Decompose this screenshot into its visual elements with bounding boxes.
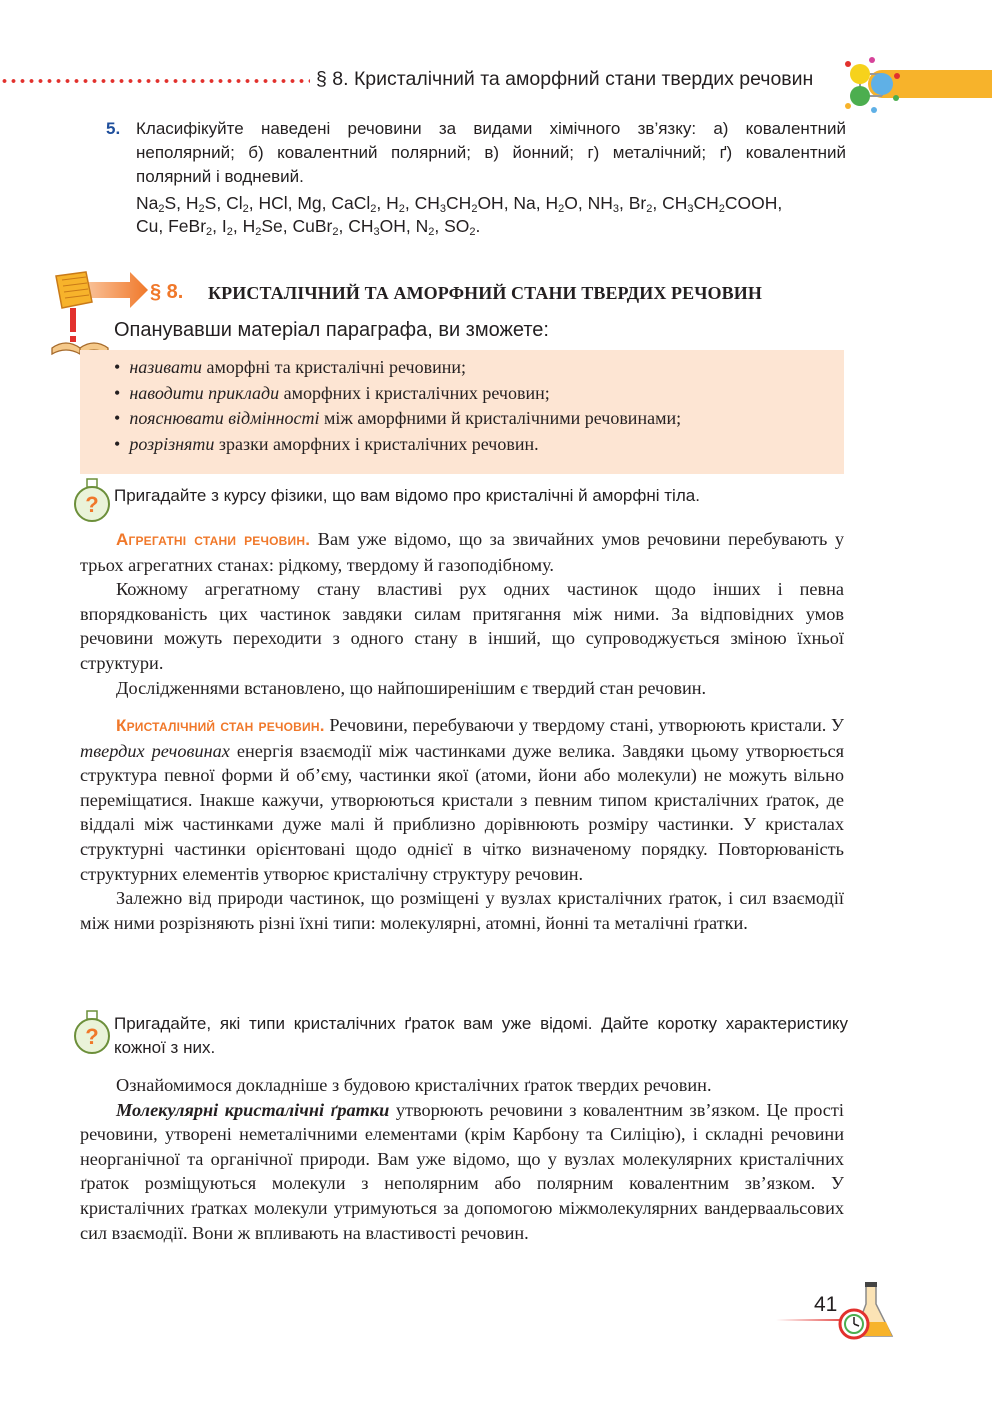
objective-verb: називати	[129, 357, 202, 377]
objectives-intro: Опанувавши матеріал параграфа, ви зможете:	[114, 319, 549, 341]
formula-text: S, H	[164, 193, 199, 213]
formula-subscript: 2	[198, 203, 205, 215]
formula-subscript: 3	[612, 203, 620, 215]
section-number: § 8.	[150, 281, 184, 303]
formula-subscript: 3	[687, 203, 694, 215]
objective-item	[114, 406, 681, 432]
objectives-list	[114, 355, 681, 457]
formula-subscript: 2	[226, 226, 233, 238]
formula-text: OH, N	[379, 216, 429, 236]
paragraph: Ознайомимося докладніше з будовою кристалічних ґраток твердих речовин.	[116, 1075, 712, 1095]
objective-rest: аморфних і кристалічних речовин;	[279, 382, 550, 403]
paragraph-part: енергія взаємодії між частинками дуже велика. Завдяки цьому утворюється структура певної форми й об’єму, частинки якої (атоми, йони або молекули) не можуть вільно переміщатися. Інакше кажучи, утворюються кристали з певним типом кристалічних ґраток, де віддалі між частинками дуже малі й приблизно дорівнюють розміру частинки. У кристалах структурні частинки орієнтовані щодо однієї в чітко визначеному порядку. Повторюваність структурних елементів утворює кристалічну структуру речовин.	[80, 740, 845, 884]
formula-text: Cu, FeBr	[136, 216, 207, 236]
formula-text: , CH	[338, 216, 374, 236]
objective-item	[114, 381, 681, 407]
paragraph: Залежно від природи частинок, що розміщені у вузлах кристалічних ґраток, і сил взаємодії між ними розрізняють різні їхні типи: молекулярні, атомні, йонні та металічні ґратки.	[80, 888, 844, 933]
molecule-icon	[842, 54, 902, 114]
formula-text: Na	[136, 193, 159, 213]
formula-subscript: 2	[370, 203, 377, 215]
formula-subscript: 2	[558, 203, 565, 215]
header-dotted-line	[0, 78, 310, 84]
block-molecular-lattices	[80, 1073, 844, 1245]
objective-verb: розрізняти	[129, 433, 215, 454]
objectives-book-icon	[50, 308, 110, 356]
rubric-aggregate-states: Агрегатні стани речовин.	[116, 530, 311, 549]
paragraph: Дослідженнями встановлено, що найпоширенішим є твердий стан речовин.	[116, 677, 707, 698]
formula-subscript: 2	[332, 226, 339, 238]
formula-text: , CH	[404, 193, 440, 213]
paragraph-italic: твердих речовинах	[80, 740, 230, 761]
paragraph-part: Речовини, перебуваючи у твердому стані, утворюють кристали. У	[324, 715, 845, 735]
block-crystalline-state	[80, 713, 844, 935]
formula-text: , H	[232, 216, 256, 236]
paragraph: Вам уже відомо, що за звичайних умов речовини перебувають у трьох агрегатних станах: рідкому, твердому й газоподібному.	[80, 529, 844, 575]
formula-subscript: 3	[373, 226, 380, 238]
formula-subscript: 2	[206, 226, 213, 238]
svg-text:?: ?	[85, 1024, 99, 1049]
formula-text: .	[475, 216, 481, 236]
paragraph-part: утворюють речовини з ковалентним зв’язком. Це прості речовини, утворені неметалічними елементами (крім Карбону та Силіцію), і складні речовини неорганічної та органічної природи. Вам уже відомо, що у вузлах молекулярних кристалічних ґраток розміщуються молекули з неполярним або полярним ковалентним зв’язком. У кристалічних ґратках молекули утримуються за допомогою міжмолекулярних вандерваальсових сил взаємодії. Вони ж впливають на властивості речовин.	[80, 1099, 844, 1243]
block-aggregate-states	[80, 527, 844, 700]
formula-subscript: 3	[439, 203, 447, 215]
formula-text: Se, CuBr	[261, 216, 333, 236]
page-number: 41	[814, 1293, 838, 1316]
formula-subscript: 2	[242, 203, 249, 215]
formula-text: , Br	[619, 193, 647, 213]
term-molecular-lattices: Молекулярні кристалічні ґратки	[116, 1099, 390, 1120]
formula-subscript: 2	[646, 203, 653, 215]
objective-rest: зразки аморфних і кристалічних речовин.	[214, 433, 539, 454]
question-flask-icon	[72, 1010, 112, 1054]
question-flask-icon	[72, 478, 112, 522]
formula-subscript: 2	[471, 203, 478, 215]
page-clock-flask-icon	[836, 1282, 898, 1342]
formula-list	[136, 192, 848, 238]
objective-verb: наводити приклади	[129, 382, 280, 403]
formula-text: O, NH	[564, 193, 613, 213]
rubric-crystalline-state: Кристалічний стан речовин.	[116, 716, 325, 735]
formula-text: S, Cl	[204, 193, 243, 213]
question-2: Пригадайте, які типи кристалічних ґраток вам уже відомі. Дайте коротку характеристику кожної з них.	[114, 1014, 848, 1057]
formula-text: OH, Na, H	[477, 193, 559, 213]
section-title: КРИСТАЛІЧНИЙ ТА АМОРФНИЙ СТАНИ ТВЕРДИХ РЕЧОВИН	[208, 283, 762, 303]
formula-subscript: 2	[158, 203, 165, 215]
formula-text: , HCl, Mg, CaCl	[248, 193, 371, 213]
objective-rest: між аморфними й кристалічними речовинами;	[319, 408, 682, 428]
task-text: Класифікуйте наведені речовини за видами хімічного зв’язку: а) ковалентний неполярний; б) ковалентний полярний; в) йонний; г) металічний; ґ) ковалентний полярний і водневий.	[136, 119, 846, 186]
section-book-arrow-icon	[52, 268, 148, 312]
formula-subscript: 2	[718, 203, 725, 215]
formula-text: CH	[693, 193, 719, 213]
formula-subscript: 2	[469, 226, 476, 238]
formula-text: CH	[446, 193, 472, 213]
formula-text: , CH	[652, 193, 688, 213]
question-1: Пригадайте з курсу фізики, що вам відомо про кристалічні й аморфні тіла.	[114, 486, 700, 505]
formula-line-1	[136, 193, 782, 213]
formula-text: , H	[376, 193, 399, 213]
objective-item	[114, 355, 681, 381]
task-number: 5.	[106, 119, 121, 138]
formula-subscript: 2	[398, 203, 405, 215]
formula-text: , I	[212, 216, 227, 236]
objective-rest: аморфні та кристалічні речовини;	[201, 357, 466, 377]
svg-text:?: ?	[85, 492, 99, 517]
running-title: § 8. Кристалічний та аморфний стани твердих речовин	[316, 68, 814, 90]
formula-subscript: 2	[428, 226, 435, 238]
formula-subscript: 2	[255, 226, 262, 238]
formula-line-2	[136, 216, 480, 236]
objective-item	[114, 432, 681, 458]
objective-verb: пояснювати відмінності	[129, 408, 320, 428]
formula-text: , SO	[434, 216, 470, 236]
paragraph: Кожному агрегатному стану властиві рух одних частинок щодо інших і певна впорядкованість цих частинок завдяки силам притягання між ними. За відповідних умов речовини можуть переходити з одного стану в інший, що супроводжується зміною їхньої структури.	[80, 579, 844, 673]
formula-text: COOH,	[724, 193, 783, 213]
